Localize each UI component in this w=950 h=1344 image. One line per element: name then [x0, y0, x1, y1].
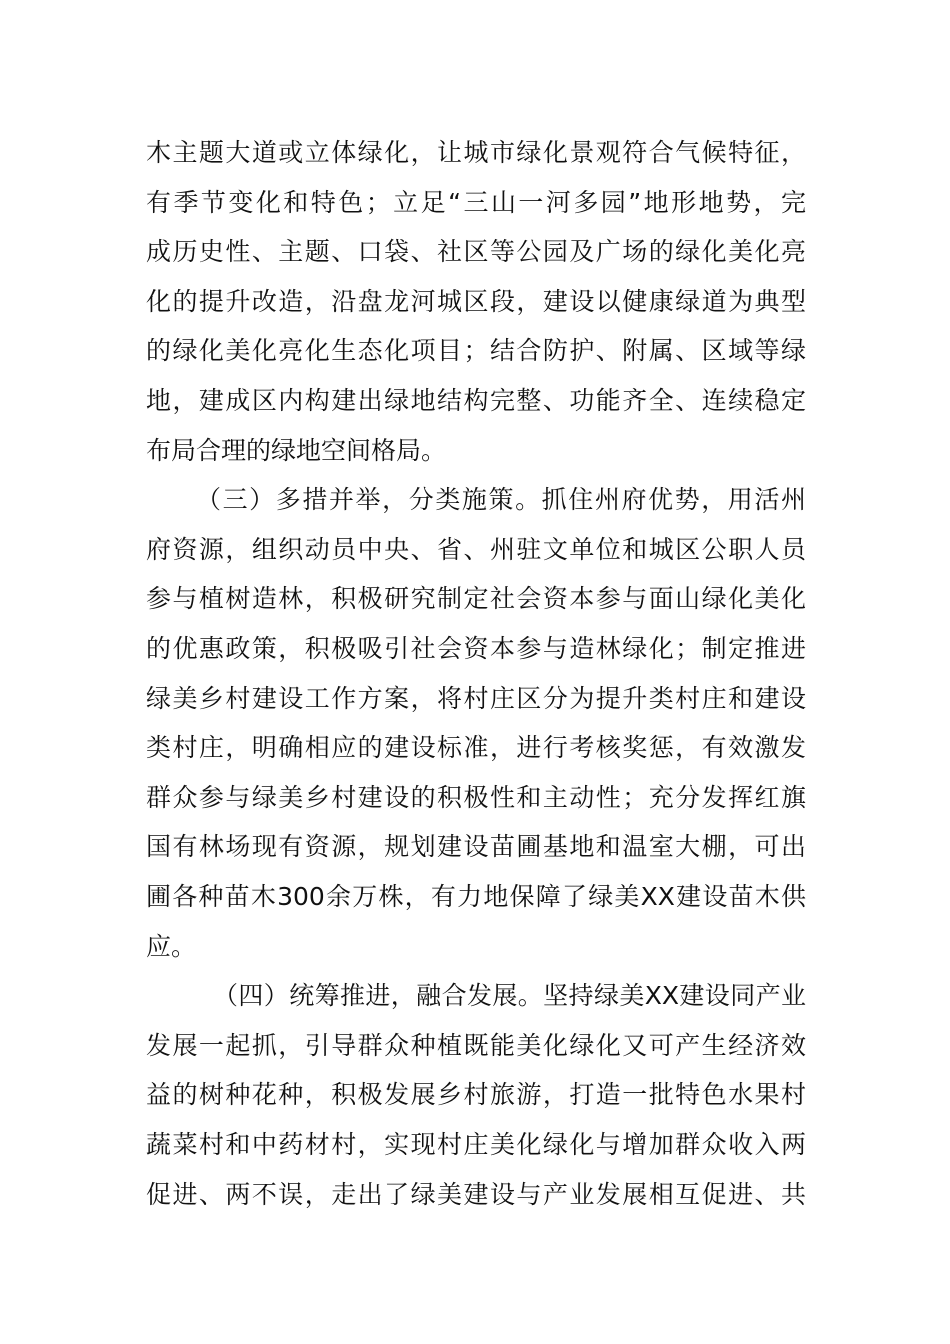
text-line: （三）多措并举，分类施策。抓住州府优势，用活州	[196, 485, 806, 515]
text-line: 蔬菜村和中药材村，实现村庄美化绿化与增加群众收入两	[146, 1130, 806, 1159]
text-line: 布局合理的绿地空间格局。	[146, 435, 447, 465]
text-line: 府资源，组织动员中央、省、州驻文单位和城区公职人员	[146, 534, 806, 564]
text-line: 的优惠政策，积极吸引社会资本参与造林绿化；制定推进	[146, 634, 806, 663]
text-line: 群众参与绿美乡村建设的积极性和主动性；充分发挥红旗	[146, 782, 806, 812]
text-line: 国有林场现有资源，规划建设苗圃基地和温室大棚，可出	[146, 832, 806, 862]
text-line: 参与植树造林，积极研究制定社会资本参与面山绿化美化	[146, 584, 806, 614]
text-line: 类村庄，明确相应的建设标准，进行考核奖惩，有效激发	[146, 733, 806, 763]
text-line: 的绿化美化亮化生态化项目；结合防护、附属、区域等绿	[146, 336, 806, 366]
text-line: 木主题大道或立体绿化，让城市绿化景观符合气候特征，	[146, 138, 806, 167]
text-line: （四）统筹推进，融合发展。坚持绿美XX建设同产业	[213, 981, 806, 1011]
text-line: 应。	[146, 931, 197, 961]
text-line: 绿美乡村建设工作方案，将村庄区分为提升类村庄和建设	[146, 683, 806, 713]
text-line: 有季节变化和特色；立足“三山一河多园”地形地势，完	[146, 187, 806, 217]
text-line: 成历史性、主题、口袋、社区等公园及广场的绿化美化亮	[146, 237, 806, 267]
text-line: 圃各种苗木300余万株，有力地保障了绿美XX建设苗木供	[146, 882, 806, 911]
text-line: 化的提升改造，沿盘龙河城区段，建设以健康绿道为典型	[146, 286, 806, 316]
text-line: 促进、两不误，走出了绿美建设与产业发展相互促进、共	[146, 1179, 806, 1209]
text-line: 发展一起抓，引导群众种植既能美化绿化又可产生经济效	[146, 1030, 806, 1060]
text-line: 地，建成区内构建出绿地结构完整、功能齐全、连续稳定	[146, 386, 806, 415]
text-line: 益的树种花种，积极发展乡村旅游，打造一批特色水果村	[146, 1080, 806, 1110]
